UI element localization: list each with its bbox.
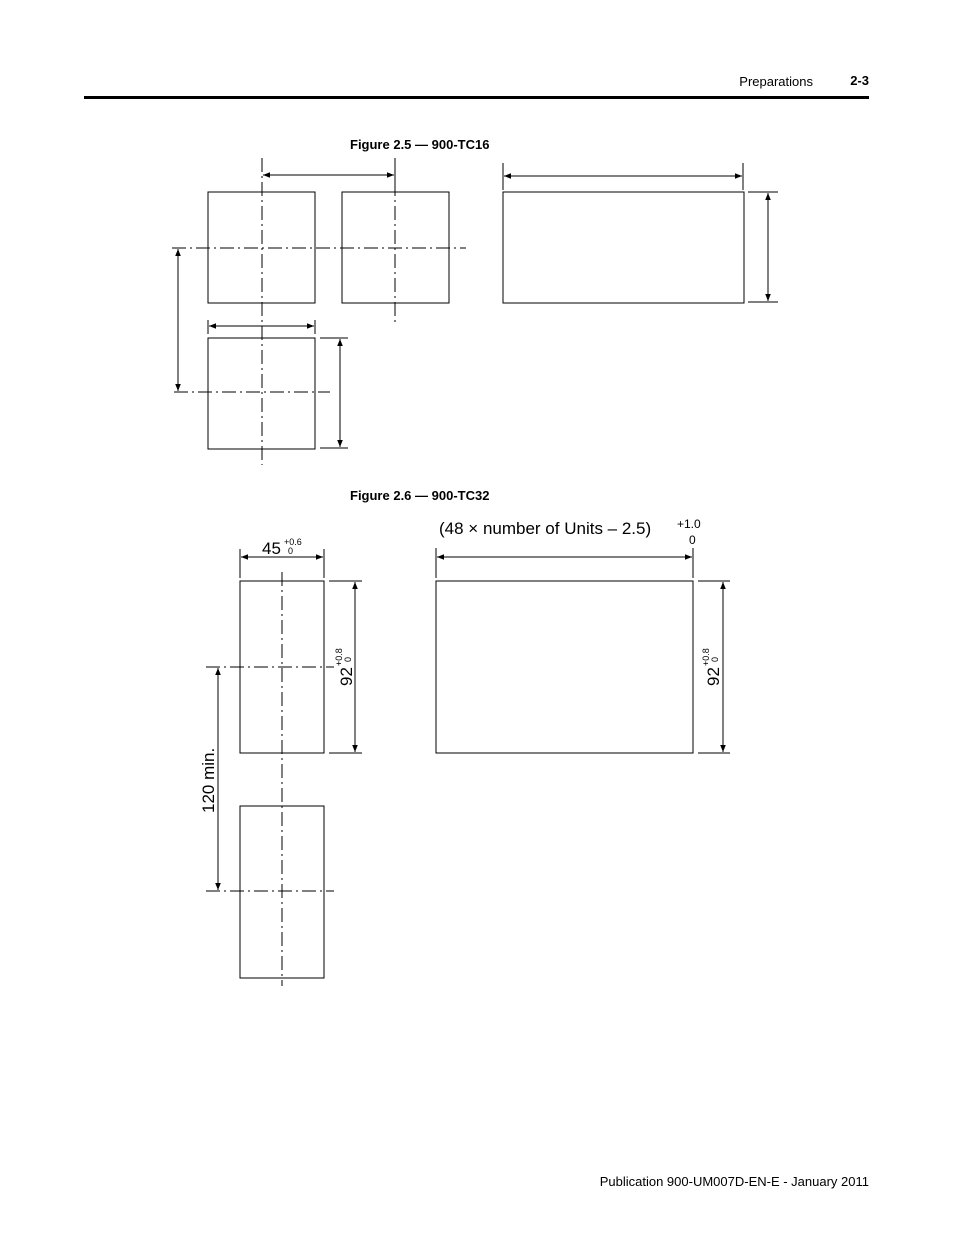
dim-height-tol-upper: +0.8 [334, 648, 344, 666]
dim-width-tol-lower: 0 [288, 546, 294, 556]
tc32-cutout-gang [436, 581, 693, 753]
dim-gang-tol-lower: 0 [689, 533, 696, 547]
dim-height-base: 92 [337, 667, 356, 686]
dim-width-base: 45 [262, 539, 281, 558]
page-number: 2-3 [850, 73, 869, 88]
figure-2-6-caption: Figure 2.6 — 900-TC32 [350, 488, 490, 503]
dim-gang-height-base: 92 [704, 667, 723, 686]
figure-2-5-caption: Figure 2.5 — 900-TC16 [350, 137, 490, 152]
dim-gang-height-tol-lower: 0 [710, 656, 720, 662]
dim-gang-width: (48 × number of Units – 2.5) [439, 519, 652, 538]
dim-gang-height-tol-upper: +0.8 [701, 648, 711, 666]
dim-spacing: 120 min. [199, 747, 218, 813]
dim-height-tol-lower: 0 [343, 656, 353, 662]
footer-publication: Publication 900-UM007D-EN-E - January 2011 [599, 1174, 869, 1189]
dim-gang-tol-upper: +1.0 [677, 517, 701, 531]
running-header-section: Preparations [739, 74, 813, 89]
dim-width-tol-upper: +0.6 [284, 537, 302, 547]
